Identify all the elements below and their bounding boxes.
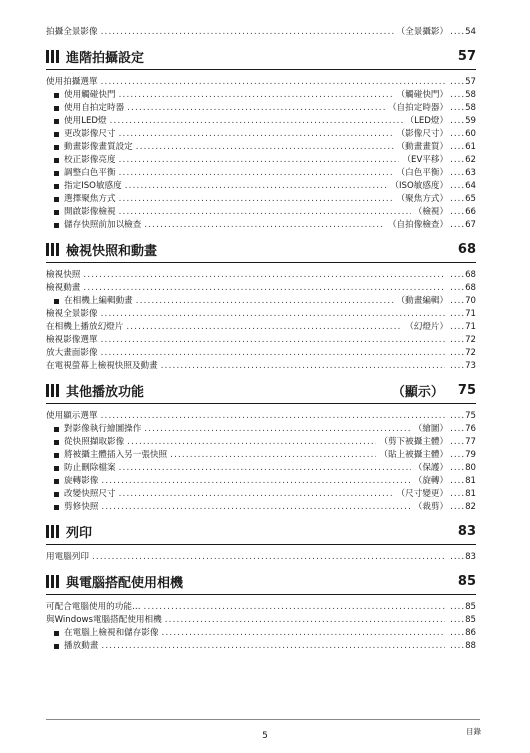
entry-title: 校正影像亮度 [64, 155, 116, 165]
entry-page: .... 58 [450, 89, 476, 102]
entry-ref: （旋轉） [413, 476, 449, 486]
entry-title: 使用自拍定時器 [64, 103, 125, 113]
entry-ref: （LED燈） [405, 116, 449, 126]
bullet-icon [54, 505, 59, 510]
entry-ref: （白色平衡） [396, 168, 449, 178]
bullet-icon [54, 299, 59, 304]
leader-dots [119, 89, 394, 102]
leader-dots [162, 627, 446, 640]
entry-title: 將被攝主體插入另一張快照 [64, 450, 168, 460]
entry-title: 檢視動畫 [46, 283, 81, 293]
entry-title: 選擇聚焦方式 [64, 194, 116, 204]
entry-page: .... 76 [450, 423, 476, 436]
toc-entry[interactable] [46, 360, 476, 373]
entry-title: 從快照擷取影像 [64, 437, 125, 447]
entry-page: .... 68 [450, 282, 476, 295]
entry-ref: （自拍定時器） [387, 103, 449, 113]
leader-dots [119, 154, 400, 167]
section-title: 與電腦搭配使用相機 [66, 575, 184, 591]
toc-subentry[interactable] [46, 462, 476, 475]
leader-dots [161, 360, 445, 373]
leader-dots [101, 475, 410, 488]
entry-ref: （檢視） [413, 207, 449, 217]
toc-subentry[interactable] [46, 167, 476, 180]
toc-entry[interactable] [46, 321, 476, 334]
bullet-icon [54, 492, 59, 497]
toc-subentry[interactable] [46, 115, 476, 128]
leader-dots [127, 102, 385, 115]
toc-subentry[interactable] [46, 423, 476, 436]
entry-title: 在電視螢幕上檢視快照及動畫 [46, 361, 158, 371]
entry-title: 開啟影像檢視 [64, 207, 116, 217]
entry-page: .... 72 [450, 334, 476, 347]
bullet-icon [54, 644, 59, 649]
bullet-icon [54, 171, 59, 176]
leader-dots [170, 449, 376, 462]
entry-page: .... 70 [450, 295, 476, 308]
entry-ref: （貼上被攝主體） [379, 450, 449, 460]
toc-subentry[interactable] [46, 449, 476, 462]
leader-dots [101, 640, 445, 653]
entry-page: .... 71 [450, 321, 476, 334]
entry-title: 檢視影像選單 [46, 335, 98, 345]
toc-entry[interactable] [46, 269, 476, 282]
toc-subentry[interactable] [46, 488, 476, 501]
section-subtitle: （顯示） [391, 384, 444, 400]
section-page: 57 [457, 48, 476, 64]
entry-title: 與Windows電腦搭配使用相機 [46, 615, 162, 625]
toc-entry[interactable] [46, 347, 476, 360]
entry-title: 使用觸碰快門 [64, 90, 116, 100]
entry-title: 可配合電腦使用的功能… [46, 602, 141, 612]
leader-dots [119, 462, 411, 475]
bullet-icon [54, 466, 59, 471]
bullet-icon [54, 427, 59, 432]
entry-page: .... 54 [450, 26, 476, 39]
leader-dots [101, 26, 394, 39]
entry-ref: （裁剪） [413, 502, 449, 512]
entry-title: 在相機上播放幻燈片 [46, 322, 124, 332]
entry-ref: （尺寸變更） [396, 489, 449, 499]
leader-dots [119, 206, 411, 219]
leader-dots [119, 167, 394, 180]
leader-dots [83, 269, 445, 282]
leader-dots [136, 295, 394, 308]
section-header[interactable] [46, 377, 476, 404]
entry-title: 使用顯示選單 [46, 411, 98, 421]
leader-dots [101, 410, 446, 423]
entry-title: 用電腦列印 [46, 552, 89, 562]
leader-dots [101, 308, 446, 321]
entry-page: .... 63 [450, 167, 476, 180]
entry-page: .... 66 [450, 206, 476, 219]
bullet-icon [54, 479, 59, 484]
section-marker-icon [46, 50, 60, 63]
entry-ref: （繪圖） [413, 424, 449, 434]
leader-dots [92, 551, 445, 564]
toc-entry[interactable] [46, 334, 476, 347]
entry-title: 在電腦上檢視和儲存影像 [64, 628, 159, 638]
entry-title: 放大畫面影像 [46, 348, 98, 358]
section-page: 75 [457, 382, 476, 398]
toc-subentry[interactable] [46, 102, 476, 115]
leader-dots [144, 423, 410, 436]
bullet-icon [54, 132, 59, 137]
toc-subentry[interactable] [46, 475, 476, 488]
toc-subentry[interactable] [46, 627, 476, 640]
entry-title: 動畫影像畫質設定 [64, 142, 133, 152]
bullet-icon [54, 93, 59, 98]
toc-entry[interactable] [46, 282, 476, 295]
entry-title: 使用拍攝選單 [46, 77, 98, 87]
entry-ref: （全景攝影） [396, 27, 449, 37]
toc-page [46, 26, 476, 656]
leader-dots [119, 128, 394, 141]
leader-dots [101, 334, 446, 347]
toc-subentry[interactable] [46, 193, 476, 206]
leader-dots [136, 141, 394, 154]
toc-entry[interactable] [46, 308, 476, 321]
entry-title: 更改影像尺寸 [64, 129, 116, 139]
entry-page: .... 60 [450, 128, 476, 141]
toc-entry-top[interactable] [46, 26, 476, 39]
section-title: 檢視快照和動畫 [66, 243, 158, 259]
section-header[interactable] [46, 568, 476, 595]
bullet-icon [54, 440, 59, 445]
leader-dots [144, 219, 385, 232]
bullet-icon [54, 184, 59, 189]
toc-sections [46, 43, 476, 653]
entry-page: .... 72 [450, 347, 476, 360]
entry-page: .... 81 [450, 475, 476, 488]
leader-dots [119, 488, 394, 501]
entry-page: .... 80 [450, 462, 476, 475]
toc-subentry[interactable] [46, 640, 476, 653]
footer-divider [46, 719, 480, 720]
section-title: 進階拍攝設定 [66, 50, 145, 66]
section-header[interactable] [46, 518, 476, 545]
toc-subentry[interactable] [46, 295, 476, 308]
section-page: 68 [457, 241, 476, 257]
leader-dots [119, 193, 394, 206]
entry-page: .... 57 [450, 76, 476, 89]
leader-dots [110, 115, 403, 128]
leader-dots [127, 436, 376, 449]
entry-page: .... 64 [450, 180, 476, 193]
bullet-icon [54, 223, 59, 228]
entry-page: .... 79 [450, 449, 476, 462]
entry-page: .... 85 [450, 614, 476, 627]
entry-ref: （EV平移） [402, 155, 449, 165]
section-marker-icon [46, 525, 60, 538]
bullet-icon [54, 197, 59, 202]
entry-page: .... 86 [450, 627, 476, 640]
entry-page: .... 83 [450, 551, 476, 564]
section-title: 列印 [66, 525, 93, 541]
entry-ref: （動畫編輯） [396, 296, 449, 306]
bullet-icon [54, 453, 59, 458]
toc-subentry[interactable] [46, 141, 476, 154]
bullet-icon [54, 145, 59, 150]
section-page: 85 [457, 573, 476, 589]
entry-page: .... 73 [450, 360, 476, 373]
entry-title: 檢視全景影像 [46, 309, 98, 319]
entry-ref: （觸碰快門） [396, 90, 449, 100]
entry-title: 播放動畫 [64, 641, 99, 651]
entry-page: .... 71 [450, 308, 476, 321]
leader-dots [125, 180, 388, 193]
entry-ref: （幻燈片） [405, 322, 449, 332]
leader-dots [101, 76, 446, 89]
entry-page: .... 75 [450, 410, 476, 423]
toc-entry[interactable] [46, 76, 476, 89]
leader-dots [101, 347, 446, 360]
section-header[interactable] [46, 43, 476, 70]
entry-page: .... 65 [450, 193, 476, 206]
entry-page: .... 88 [450, 640, 476, 653]
section-title: 其他播放功能 [66, 384, 145, 400]
toc-subentry[interactable] [46, 206, 476, 219]
toc-entry[interactable] [46, 614, 476, 627]
entry-title: 指定ISO敏感度 [64, 181, 122, 191]
entry-title: 調整白色平衡 [64, 168, 116, 178]
section-header[interactable] [46, 236, 476, 263]
toc-subentry[interactable] [46, 219, 476, 232]
entry-ref: （動畫畫質） [396, 142, 449, 152]
footer-tag: 目錄 [466, 727, 481, 736]
entry-page: .... 59 [450, 115, 476, 128]
toc-subentry[interactable] [46, 501, 476, 514]
entry-page: .... 85 [450, 601, 476, 614]
entry-ref: （影像尺寸） [396, 129, 449, 139]
bullet-icon [54, 210, 59, 215]
entry-page: .... 67 [450, 219, 476, 232]
entry-title: 拍攝全景影像 [46, 27, 98, 37]
entry-page: .... 68 [450, 269, 476, 282]
entry-page: .... 81 [450, 488, 476, 501]
entry-title: 儲存快照前加以檢查 [64, 220, 142, 230]
toc-subentry[interactable] [46, 154, 476, 167]
toc-entry[interactable] [46, 410, 476, 423]
entry-page: .... 58 [450, 102, 476, 115]
toc-subentry[interactable] [46, 180, 476, 193]
entry-page: .... 82 [450, 501, 476, 514]
leader-dots [126, 321, 402, 334]
toc-entry[interactable] [46, 601, 476, 614]
entry-title: 對影像執行繪圖操作 [64, 424, 142, 434]
bullet-icon [54, 106, 59, 111]
leader-dots [165, 614, 445, 627]
entry-ref: （剪下被攝主體） [379, 437, 449, 447]
entry-ref: （聚焦方式） [396, 194, 449, 204]
entry-title: 旋轉影像 [64, 476, 99, 486]
entry-ref: （ISO敏感度） [390, 181, 449, 191]
toc-subentry[interactable] [46, 436, 476, 449]
page-number: 5 [262, 731, 268, 741]
bullet-icon [54, 119, 59, 124]
entry-title: 使用LED燈 [64, 116, 107, 126]
bullet-icon [54, 158, 59, 163]
section-marker-icon [46, 575, 60, 588]
toc-subentry[interactable] [46, 128, 476, 141]
entry-title: 在相機上編輯動畫 [64, 296, 133, 306]
section-marker-icon [46, 384, 60, 397]
entry-title: 剪修快照 [64, 502, 99, 512]
leader-dots [101, 501, 410, 514]
entry-title: 檢視快照 [46, 270, 81, 280]
leader-dots [83, 282, 445, 295]
entry-page: .... 62 [450, 154, 476, 167]
toc-subentry[interactable] [46, 89, 476, 102]
entry-ref: （保護） [413, 463, 449, 473]
toc-entry[interactable] [46, 551, 476, 564]
entry-page: .... 61 [450, 141, 476, 154]
entry-ref: （自拍像檢查） [387, 220, 449, 230]
entry-page: .... 77 [450, 436, 476, 449]
section-page: 83 [457, 523, 476, 539]
entry-title: 改變快照尺寸 [64, 489, 116, 499]
bullet-icon [54, 631, 59, 636]
entry-title: 防止刪除檔案 [64, 463, 116, 473]
leader-dots [144, 601, 446, 614]
section-marker-icon [46, 243, 60, 256]
